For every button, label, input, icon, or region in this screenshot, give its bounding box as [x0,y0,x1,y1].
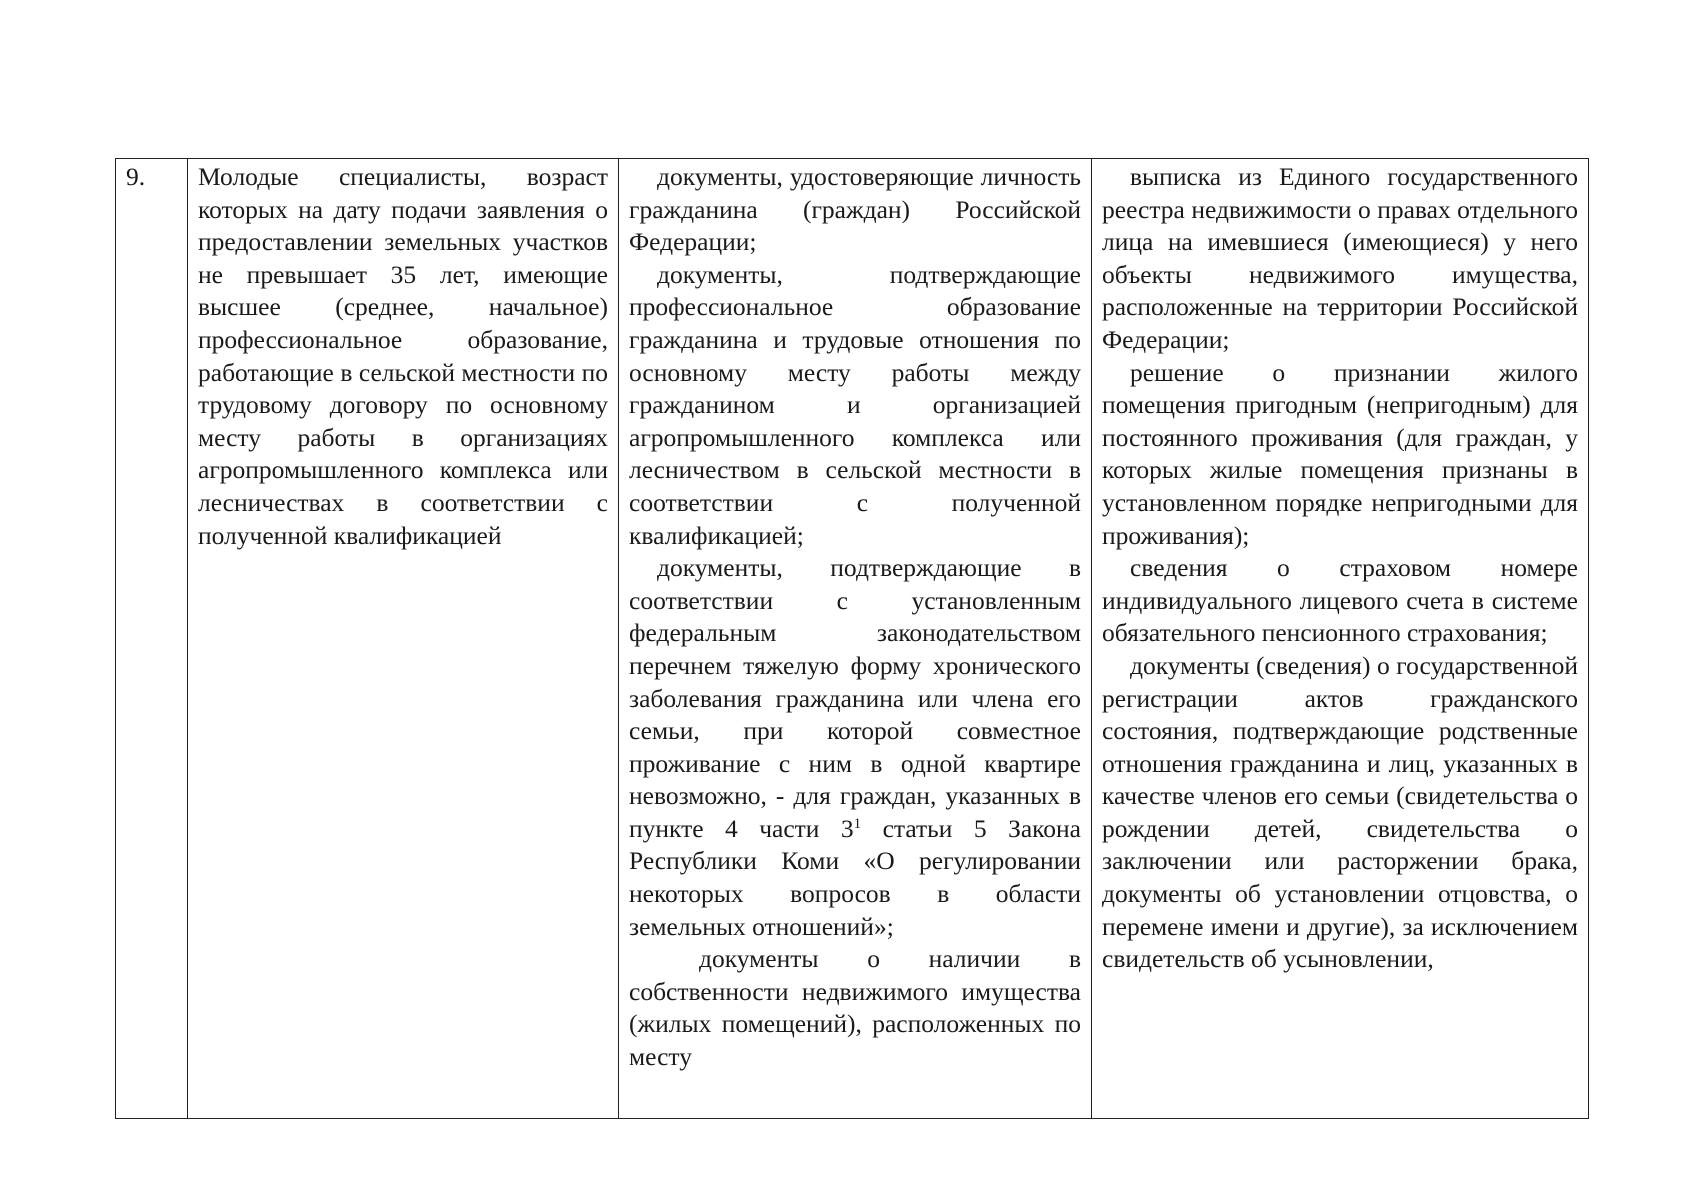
requested-doc-item: выписка из Единого государственного реестра недвижимости о правах отдельного лица на имевшиеся (имеющиеся) у него объекты недвижимого имущества, расположенные на территории Российской Федерации; [1102,162,1578,354]
applicant-doc-text: статьи 5 Закона Республики Коми «О регулировании некоторых вопросов в области земельных отношений»; [629,813,1081,941]
applicant-doc-item [629,552,1081,943]
requested-documents-cell [1091,159,1588,1118]
category-text: Молодые специалисты, возраст которых на дату подачи заявления о предоставлении земельных участков не превышает 35 лет, имеющие высшее (среднее, начальное) профессиональное образование, работающие в сельской местности по трудовому договору по основному месту работы в организациях агропромышленного комплекса или лесничествах в соответствии с полученной квалификацией [198,162,608,550]
applicant-doc-item: документы, удостоверяющие личность гражданина (граждан) Российской Федерации; [629,162,1081,257]
requested-doc-item: сведения о страховом номере индивидуального лицевого счета в системе обязательного пенсионного страхования; [1102,553,1578,648]
applicant-doc-item: документы о наличии в собственности недвижимого имущества (жилых помещений), расположенных по месту [629,944,1081,1072]
requested-doc-item: решение о признании жилого помещения пригодным (непригодным) для постоянного проживания (для граждан, у которых жилые помещения признаны в установленном порядке непригодными для проживания); [1102,357,1578,550]
applicant-documents-cell [618,159,1091,1118]
row-number-cell [116,159,187,1118]
requested-doc-item: документы (сведения) о государственной регистрации актов гражданского состояния, подтверждающие родственные отношения гражданина и лиц, указанных в качестве членов его семьи (свидетельства о рождении детей, свидетельства о заключении или расторжении брака, документы об установлении отцовства, о перемене имени и другие), за исключением свидетельств об усыновлении, [1102,650,1578,974]
row-number: 9. [126,162,146,191]
applicant-doc-text: документы, подтверждающие в соответствии с установленным федеральным законодательством перечнем тяжелую форму хронического заболевания гражданина или члена его семьи, при которой совместное проживание с ним в одной квартире невозможно, - для граждан, указанных в пункте 4 части 3 [629,553,1081,843]
category-cell [187,159,618,1118]
superscript-mark: 1 [853,815,862,832]
applicant-doc-item: документы, подтверждающие профессиональное образование гражданина и трудовые отношения по основному месту работы между гражданином и организацией агропромышленного комплекса или лесничеством в сельской местности в соответствии с полученной квалификацией; [629,259,1081,550]
document-table [115,158,1589,1119]
